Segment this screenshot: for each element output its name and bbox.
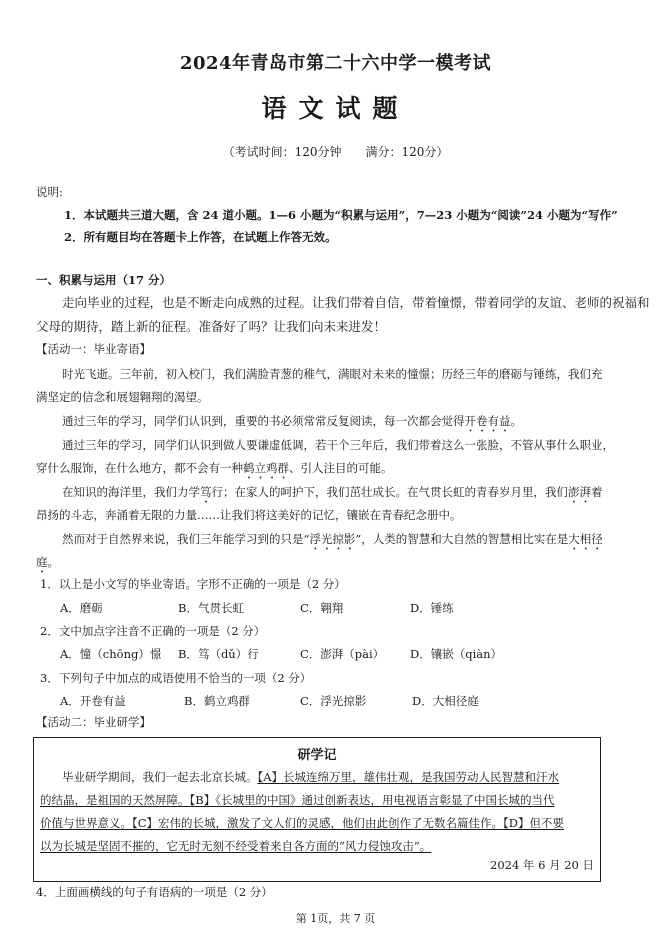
paragraph-1-line-2: 满坚定的信念和展翅翱翔的渴望。 [36, 390, 209, 404]
research-note-line-2: 的结晶，是祖国的天然屏障。【B】《长城里的中国》通过创新表达，用电视语言彰显了中国长城的当代 [40, 793, 555, 807]
paragraph-3-line-1: 通过三年的学习，同学们认识到做人要谦虚低调，若干个三年后，我们带着这么一张脸，不管从事什么职业， [62, 438, 614, 452]
q2-option-a: A．憧（chōng）憬 [60, 647, 162, 661]
question-4: 4．上面画横线的句子有语病的一项是（2 分） [36, 885, 273, 899]
q3-option-c: C．浮光掠影 [300, 694, 367, 708]
q1-option-b: B．气贯长虹 [178, 601, 244, 615]
paragraph-4-line-2: 昂扬的斗志，奔涌着无限的力量……让我们将这美好的记忆，镶嵌在青春纪念册中。 [36, 508, 462, 522]
dotted-idiom: 鹤立鸡群 [243, 461, 289, 475]
q3-option-b: B．鹤立鸡群 [184, 694, 250, 708]
q1-option-c: C．翱翔 [300, 601, 344, 615]
question-2: 2．文中加点字注音不正确的一项是（2 分） [40, 624, 266, 638]
dotted-idiom: 浮光掠影 [309, 532, 356, 546]
q3-option-d: D．大相径庭 [412, 694, 479, 708]
q1-option-d: D．锤练 [410, 601, 454, 615]
research-note-box [33, 737, 601, 882]
instruction-item-1: 1．本试题共三道大题，含 24 道小题。1—6 小题为“积累与运用”，7—23 小题为“阅读”24 小题为“写作” [64, 208, 618, 222]
intro-line-2: 父母的期待，踏上新的征程。准备好了吗？让我们向未来进发！ [36, 319, 387, 334]
research-note-line-1: 毕业研学期间，我们一起去北京长城。【A】长城连绵万里，雄伟壮观，是我国劳动人民智慧和汗水 [62, 770, 560, 784]
instructions-label: 说明: [36, 185, 63, 199]
paragraph-2: 通过三年的学习，同学们认识到，重要的书必须常常反复阅读，每一次都会觉得开卷有益。 [62, 414, 522, 428]
activity-2-label: 【活动二：毕业研学】 [36, 715, 151, 729]
q2-option-d: D．镶嵌（qiàn） [410, 647, 503, 661]
q3-option-a: A．开卷有益 [60, 694, 126, 708]
paragraph-1-line-1: 时光飞逝。三年前，初入校门，我们满脸青葱的稚气，满眼对未来的憧憬；历经三年的磨砺与锤练，我们充 [62, 367, 603, 381]
q1-option-a: A．磨砺 [60, 601, 103, 615]
question-3: 3．下列句子中加点的成语使用不恰当的一项（2 分） [40, 671, 312, 685]
exam-title: 2024年青岛市第二十六中学一模考试 [179, 53, 492, 74]
q2-option-b: B．笃（dǔ）行 [178, 647, 259, 661]
dotted-char: 笃 [200, 485, 212, 499]
underlined-sentence: 【A】长城连绵万里，雄伟壮观，是我国劳动人民智慧和汗水 [257, 770, 560, 784]
dotted-word: 澎湃 [568, 485, 591, 499]
paragraph-4-line-1: 在知识的海洋里，我们力学笃行；在家人的呵护下，我们茁壮成长。在气贯长虹的青春岁月里，我们澎湃着 [62, 485, 603, 499]
paragraph-5-line-1: 然而对于自然界来说，我们三年能学习到的只是“浮光掠影”，人类的智慧和大自然的智慧相比实在是大相径 [62, 532, 603, 546]
section-heading: 一、积累与运用（17 分） [36, 273, 172, 287]
q2-option-c: C．澎湃（pài） [300, 647, 385, 661]
activity-1-label: 【活动一：毕业寄语】 [36, 342, 151, 356]
intro-line-1: 走向毕业的过程，也是不断走向成熟的过程。让我们带着自信，带着憧憬，带着同学的友谊、老师的祝福和 [62, 295, 650, 310]
instruction-item-2: 2．所有题目均在答题卡上作答，在试题上作答无效。 [64, 230, 337, 244]
exam-info: （考试时间：120分钟 满分：120分） [222, 145, 449, 159]
dotted-idiom: 开卷有益 [464, 414, 511, 428]
paragraph-3-line-2: 穿什么服饰，在什么地方，都不会有一种鹤立鸡群、引人注目的可能。 [36, 461, 393, 475]
research-note-line-3: 价值与世界意义。【C】宏伟的长城，激发了文人们的灵感，他们由此创作了无数名篇佳作。【D】但不要 [40, 816, 565, 830]
research-note-date: 2024 年 6 月 20 日 [490, 858, 594, 872]
subject-title: 语文试题 [261, 94, 410, 123]
research-note-title: 研学记 [297, 748, 337, 763]
page-footer: 第 1页，共 7 页 [295, 912, 376, 925]
research-note-line-4: 以为长城是坚固不摧的，它无时无刻不经受着来自各方面的“风力侵蚀攻击”。 [40, 839, 432, 853]
question-1: 1．以上是小文写的毕业寄语。字形不正确的一项是（2 分） [40, 577, 346, 591]
paragraph-5-line-2: 庭。 [36, 555, 59, 569]
dotted-idiom: 大相径 [568, 532, 603, 546]
